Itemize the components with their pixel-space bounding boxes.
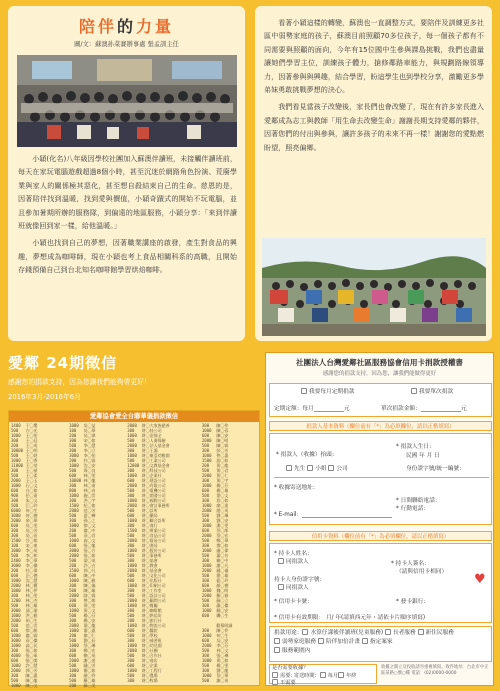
single-amount-field[interactable] <box>381 403 467 412</box>
mobile-label: * 行動電話： <box>396 506 430 512</box>
purpose-3-label: 新住民服務 <box>425 630 454 636</box>
article-panel-left <box>8 6 245 341</box>
monthly-checkbox[interactable] <box>301 388 307 394</box>
donation-table-header: 愛鄰協會愛全台聯華儀捐款徵信 <box>9 411 259 422</box>
donation-list-header <box>8 352 258 402</box>
receipt-no-label: 不需要 <box>280 680 296 686</box>
purpose-4-checkbox[interactable] <box>274 638 280 644</box>
same-as-donor-label: 同捐款人 <box>286 559 309 565</box>
receipt-no-checkbox[interactable] <box>272 679 278 685</box>
birthday-field[interactable] <box>396 441 435 450</box>
donor-name-field[interactable] <box>276 449 338 458</box>
currency-label-2: 元 <box>460 406 467 412</box>
donation-date-range: 2016年3月-2016年6月 <box>8 393 81 401</box>
byline: 圖/文：蘇澳孙菜賽辦事處 張孟訓主任 <box>74 41 179 48</box>
address-label: * 收據寄送地址： <box>274 485 319 491</box>
monthly-amount-line[interactable] <box>314 411 344 412</box>
holder-same-label: 同捐款人 <box>286 585 309 591</box>
id-number-field[interactable] <box>406 463 465 472</box>
form-subtitle: 感謝您的捐款支持，因為您，讓我們能做得更好 <box>322 371 437 377</box>
option-single-label: 我要單次捐款 <box>419 389 454 395</box>
ms-checkbox[interactable] <box>307 465 313 471</box>
single-checkbox[interactable] <box>411 388 417 394</box>
option-monthly-label: 我要每月定期捐款 <box>309 389 355 395</box>
birthday-label: * 捐款人生日： <box>396 444 435 450</box>
receipt-yes-checkbox[interactable] <box>272 672 278 678</box>
mr-checkbox[interactable] <box>286 465 292 471</box>
purpose-1-checkbox[interactable] <box>302 629 308 635</box>
option-single[interactable] <box>411 386 453 395</box>
email-label: * E-mail： <box>274 512 303 518</box>
donation-column-1: 1400 于〇嬰 500 方〇光 1000 王〇怡 300 王〇廷 200 王〇英 10000 王〇明 500 王〇財 1000 王〇香 11000 王〇瑩 300 王〇禎 500 王〇柔 2000 王〇玉 1000 石〇文 600 白〇如 900 任〇嘉 300 朱〇文 500 江〇玲 6000 何〇生 3000 何〇德 2000 余〇華 600 吳〇雯 300 吳〇芳 300 吳〇田 1500 呂〇郎 100 宋〇東 1000 李〇英 500 李〇和 2400 李〇華 3000 李〇傑 200 杜〇偉 600 汪〇德 1000 沈〇慧 2000 林〇寶 1000 林〇伊 300 林〇雯 1200 林〇杰 500 林〇雄 3000 邱〇瑜 1000 洪〇雅 2000 胡〇生 500 范〇雲 600 徐〇勝 1000 翁〇霖 3000 袁〇傑 1000 高〇民 300 張〇如 4000 張〇軍 600 張〇閔 1000 許〇慧 2000 郭〇芳 300 陳〇惠 500 陳〇龍 1000 陳〇文 <box>11 423 38 688</box>
title-part-1: 陪伴 <box>78 17 117 36</box>
holder-name-label: * 持卡人姓名： <box>274 551 313 557</box>
card-section-header: 信用卡資料（欄位前有「*」為必填欄位，請以正楷填寫） <box>269 531 492 541</box>
receipt-monthly-label: 每月 <box>327 672 339 679</box>
card-number-field[interactable] <box>274 596 313 605</box>
address-field[interactable] <box>274 477 489 491</box>
purpose-6-label: 指定案家 <box>369 639 393 645</box>
purpose-7-label: 服務範圍內 <box>282 648 311 654</box>
article-body-right <box>264 16 484 158</box>
purpose-5-checkbox[interactable] <box>318 638 324 644</box>
id-number-label: 身份證字號/統一編號： <box>406 466 465 472</box>
ms-label: 小姐 <box>315 466 327 472</box>
article-panel-right <box>255 6 492 341</box>
donation-column-3: 2000 財〇大家族慈善 300 財〇桂公司 1000 財〇安保全 500 財〇人壽保險 2000 財〇法人基金會 300 財〇王鴻 1000 財〇東亞幼稚園 500 財〇工業公司 12000 財〇文教基金會 300 財〇科技公司 1000 財〇企業社 600 財〇建設公司 2000 財〇有限公司 500 財〇電機公司 300 財〇開發公司 1000 財〇國際公司 2000 財〇會計事務所 500 財〇診所 600 財〇藥局 1000 財〇聯合診所 300 財〇商行 1500 財〇實業公司 500 財〇食品公司 2000 財〇貿易公司 300 財〇書局 1000 財〇股份公司 500 財〇事務所 300 財〇協會 1000 財〇教會 2000 財〇基金會 500 財〇文化公司 600 財〇出版社 1000 財〇印刷公司 300 財〇工作室 500 財〇設計公司 2000 財〇顧問公司 1000 財〇餐廳 300 財〇咖啡館 500 財〇烘焙坊 200 財〇旅行社 1000 財〇物流公司 600 財〇醫院 500 財〇學校 300 財〇補習班 1000 財〇幼兒園 2000 財〇社團 500 財〇合作社 300 財〇商店 600 財〇企業 1000 財〇工程行 500 財〇農場 300 財〇牧場 <box>127 423 170 683</box>
purpose-1-label: 水算仔課後伴讀班(兒童服務) <box>310 630 384 636</box>
receipt-label: 是否需要收據？ <box>272 665 309 671</box>
purpose-options <box>274 629 489 656</box>
donation-column-4: 300 陳〇伶 1000 陳〇蓉 600 陳〇安 2000 陳〇明 500 陳〇霖 300 彭〇芳 1000 曾〇惠 1500 游〇如 200 黃〇龍 500 黃〇君 2000 黃〇仁 300 黃〇宇 1000 楊〇芬 600 楊〇雄 500 葉〇文 300 詹〇如 1000 廖〇達 2000 趙〇英 500 劉〇琳 300 劉〇安 1000 潘〇雯 600 蔡〇郎 2000 蔡〇宏 500 鄭〇華 300 鄧〇如 1000 盧〇偉 500 蕭〇芳 300 賴〇中 1000 謝〇凡 2000 鍾〇儀 500 簡〇雄 300 藍〇玲 600 顏〇德 1000 魏〇明 2000 羅〇雅 500 蘇〇立 300 嚴〇傑 1000 饒〇安 600 龔〇生 勸募明細 300 陳〇伶 1000 何〇生 600 吳〇安 2000 李〇芬 500 林〇文 300 張〇琳 1000 黃〇如 500 楊〇雯 300 劉〇龍 1000 蔡〇華 500 謝〇英 <box>201 423 233 683</box>
holder-same-checkbox[interactable] <box>278 584 284 590</box>
option-monthly[interactable] <box>301 386 355 395</box>
card-expiry-field[interactable]: * 信用卡有效期限： 月/ 年(請填西元年・請依卡片順序填寫) <box>274 615 426 621</box>
credit-card-donation-form <box>265 352 494 686</box>
group-photo-1 <box>17 55 237 147</box>
purpose-3-checkbox[interactable] <box>418 629 424 635</box>
purpose-2-label: 長者服務 <box>392 630 416 636</box>
currency-label: 元 <box>343 406 350 412</box>
donor-name-label: * 捐款人（收據）抬頭： <box>276 452 338 458</box>
holder-signature-label: * 持卡人簽名： <box>391 561 430 567</box>
purpose-2-checkbox[interactable] <box>385 629 391 635</box>
issuing-bank-label: * 發卡銀行： <box>396 599 430 605</box>
card-number-label: * 信用卡卡號： <box>274 599 313 605</box>
article-title <box>8 14 245 37</box>
company-label: 公司 <box>336 466 348 472</box>
same-as-donor-option[interactable] <box>278 556 309 565</box>
purpose-7-checkbox[interactable] <box>274 647 280 653</box>
mr-label: 先生 <box>294 466 306 472</box>
form-footer-note: 收據之開立及投收請勿重複填寫。收件地址：台北市中正區某路○號○樓 電話：(02)0000-0000 <box>381 665 489 676</box>
donation-list-subtitle: 感謝您的捐款支持，因為您讓我們能夠帶更好！ <box>8 378 151 386</box>
receipt-yearly-label: 年終 <box>346 672 357 679</box>
paragraph-4: 我們看見當孩子改變後，家長們也會改變了，現在有許多家長進入愛鄰成為志工與教師「用生命去改變生命」謝謝長期支持愛鄰的夥伴，因著您們的付出與參與，讓許多孩子的未來不再一樣！謝謝您的愛點燃盼望，照亮偏鄉。 <box>264 102 484 152</box>
paragraph-3: 看著小穎這樣的轉變，蘇澳也一直調整方式，要陪伴及訓練更多社區中弱勢家庭的孩子，蘇澳目前照顧70多位孩子，每一個孩子都有不同需要與照顧的面向，今年有15位國中生參與課島挑戰，我們也盡量讓她們學習主位，訓練孩子體力，搶修鄰路車能力，與規劃路線領導力，因著參與與興趣，結合學習，盼這學生也到學校分享，激勵更多學弟妹勇敢挑戰夢想的決心。 <box>264 18 484 95</box>
purpose-4-label: 弱勢家庭服務 <box>282 639 317 645</box>
signature-note: （請與信用卡相同） <box>396 569 448 575</box>
article-body-left <box>18 152 237 281</box>
birthday-format: 民國 年 月 日 <box>406 453 440 459</box>
paragraph-1: 小穎(化名)八年級因學校社團加入蘇澳伴讀班，未接觸伴讀班前，每天在家玩電腦遊戲超過8個小時，甚至沉迷於網路角色扮演、荒廢學業與家人的關係極其惡化，甚至想自殺結束自己的生命。慈恩的是，因著陪伴找到溫暖，找到愛與價值，小穎奇蹟式的開始不玩電腦，並且參加暑期所辦的服務隊，到偏遠的地區服務，小穎分享：「來到伴讀班就像回到家一樣，給他溫暖。」 <box>18 154 237 231</box>
donor-section-header: 捐款人基本資料（欄位前有「*」為必填欄位，請以正楷填寫） <box>269 421 492 431</box>
receipt-options <box>272 665 376 687</box>
title-part-2: 的 <box>116 17 136 36</box>
purpose-5-label: 陪伴加倍計畫 <box>325 639 361 645</box>
monthly-amount-field[interactable] <box>274 403 350 412</box>
heart-icon: ♥ <box>474 572 486 587</box>
title-part-3: 力量 <box>136 17 175 36</box>
mobile-field[interactable] <box>396 503 429 512</box>
receipt-monthly-checkbox[interactable] <box>320 672 326 678</box>
company-checkbox[interactable] <box>328 465 334 471</box>
donation-table <box>8 410 260 686</box>
donation-column-2: 1000 吳〇益 100 吳〇華 200 吳〇澤 300 宋〇如 500 李〇慧 300 李〇立 3000 李〇怡 200 杜〇霖 1000 沈〇安 500 周〇良 600 林〇雯 10000 林〇龍 300 林〇南 800 林〇貞 1000 施〇雲 300 洪〇宇 1500 紀〇如 2000 范〇芳 500 夏〇樺 300 孫〇之 1000 徐〇文 200 翁〇中 500 袁〇君 1000 高〇文 600 張〇龍 3000 張〇方 2000 張〇如 500 梁〇英 200 許〇吉 1500 郭〇凡 600 陳〇中 1000 陳〇雅 300 陳〇儀 500 陳〇雄 2000 陸〇霖 300 曾〇郎 600 黃〇雯 1000 黃〇文 500 楊〇芬 300 楊〇安 2000 葉〇龍 1000 董〇惠 200 廖〇仁 500 劉〇辰 1000 蔡〇琳 300 鄭〇宏 600 賴〇英 2000 謝〇達 500 鍾〇芳 1000 簡〇如 300 顏〇伶 500 羅〇雄 200 蘇〇美 <box>69 423 96 688</box>
title-options <box>286 463 348 472</box>
paragraph-2: 小穎也找到自己的夢想，因著職業講座的啟發，產生對食品的興趣，夢想成為咖啡師，現在小穎也考上食品相關科系的高職，且開始存錢預備自己到台北知名咖啡館學習烘焙咖啡。 <box>18 238 237 275</box>
form-title: 社團法人台灣愛鄰社區服務協會信用卡捐款授權書 <box>295 358 464 367</box>
holder-same-option[interactable] <box>278 582 309 591</box>
issuing-bank-field[interactable] <box>396 596 429 605</box>
holder-id-label: 持卡人身份證字號： <box>274 577 326 583</box>
group-photo-2 <box>262 238 486 336</box>
donation-list-title: 愛鄰 24期徵信 <box>8 354 118 372</box>
same-as-donor-checkbox[interactable] <box>278 558 284 564</box>
monthly-amount-label: 定期定額：每月 <box>274 406 314 412</box>
single-amount-line[interactable] <box>421 411 461 412</box>
day-phone-label: * 日間聯絡電話： <box>396 498 441 504</box>
purpose-6-checkbox[interactable] <box>362 638 368 644</box>
single-amount-label: 單次捐款金額： <box>381 406 421 412</box>
receipt-yearly-checkbox[interactable] <box>338 672 344 678</box>
email-field[interactable] <box>274 509 392 518</box>
receipt-yes-label: 需要: 寄送時間： <box>280 672 320 679</box>
email-line[interactable] <box>302 517 392 518</box>
purpose-label: 捐款用途： <box>274 630 303 636</box>
